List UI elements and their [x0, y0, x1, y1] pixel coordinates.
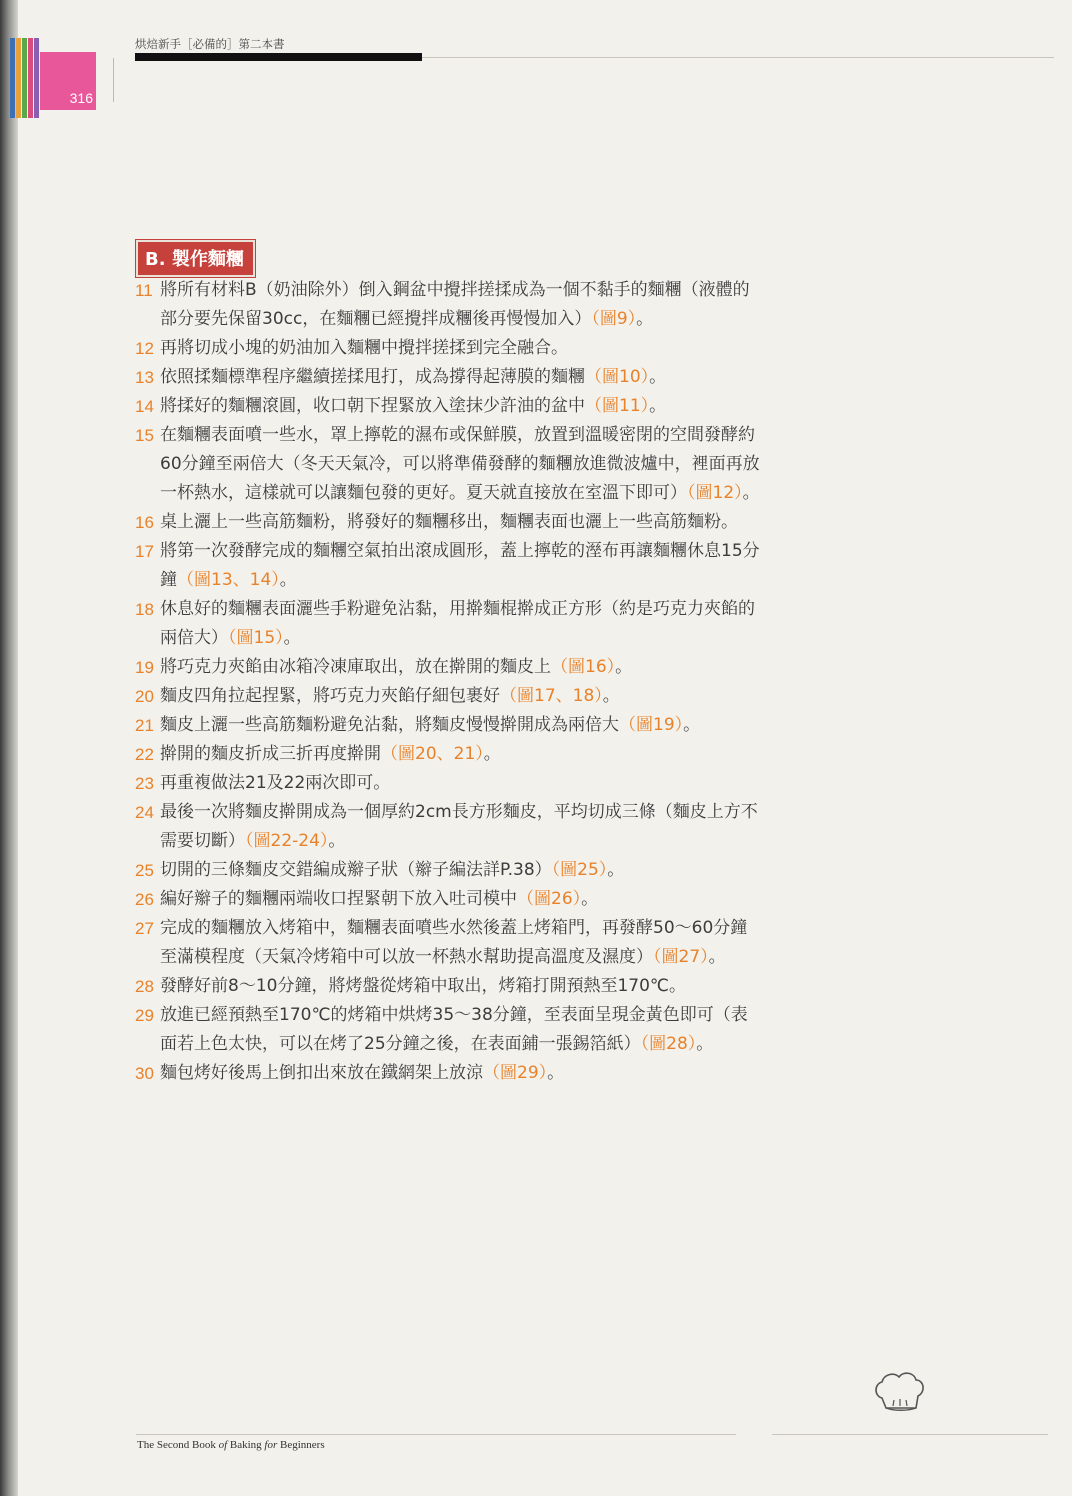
step-text: 擀開的麵皮折成三折再度擀開: [160, 744, 381, 764]
step-number: 23: [135, 774, 154, 793]
figure-reference: （圖12）: [687, 483, 743, 503]
step-end-punctuation: 。: [581, 889, 599, 909]
footer-book-title: The Second Book of Baking for Beginners: [137, 1439, 325, 1451]
step-text: 麵皮四角拉起捏緊，將巧克力夾餡仔細包裹好: [160, 686, 500, 706]
step-list: [136, 276, 761, 1088]
page-edge-stripes: [10, 38, 44, 118]
step-end-punctuation: 。: [279, 570, 297, 590]
step-item: [136, 1059, 761, 1088]
margin-divider: [113, 58, 114, 102]
step-end-punctuation: 。: [696, 1034, 714, 1054]
step-text: 麵包烤好後馬上倒扣出來放在鐵網架上放涼: [160, 1063, 483, 1083]
step-text: 切開的三條麵皮交錯編成辮子狀（辮子編法詳P.38）: [160, 860, 552, 880]
figure-reference: （圖28）: [640, 1034, 697, 1054]
step-text: 放進已經預熱至170℃的烤箱中烘烤35～38分鐘，至表面呈現金黃色即可（表面若上色太快，可以在烤了25分鐘之後，在表面鋪一張錫箔紙）: [160, 1005, 748, 1054]
step-text: 發酵好前8～10分鐘，將烤盤從烤箱中取出，烤箱打開預熱至170℃。: [160, 976, 686, 996]
page-number-tab: [40, 52, 96, 110]
figure-reference: （圖26）: [517, 889, 582, 909]
step-number: 25: [135, 861, 154, 880]
header-rule: [422, 57, 1054, 58]
step-item: [136, 740, 761, 769]
figure-reference: （圖11）: [585, 396, 650, 416]
step-text: 將所有材料B（奶油除外）倒入鋼盆中攪拌搓揉成為一個不黏手的麵糰（液體的部分要先保留30cc，在麵糰已經攪拌成糰後再慢慢加入）: [160, 280, 750, 329]
figure-reference: （圖19）: [619, 715, 684, 735]
step-text: 完成的麵糰放入烤箱中，麵糰表面噴些水然後蓋上烤箱門，再發酵50～60分鐘至滿模程度（天氣冷烤箱中可以放一杯熱水幫助提高溫度及濕度）: [160, 918, 748, 967]
step-number: 29: [135, 1006, 154, 1025]
step-number: 26: [135, 890, 154, 909]
step-end-punctuation: 。: [615, 657, 633, 677]
figure-reference: （圖9）: [591, 309, 637, 329]
step-text: 休息好的麵糰表面灑些手粉避免沾黏，用擀麵棍擀成正方形（約是巧克力夾餡的兩倍大）: [160, 599, 755, 648]
step-item: [136, 537, 761, 595]
step-number: 11: [135, 281, 153, 300]
step-item: [136, 972, 761, 1001]
figure-reference: （圖27）: [653, 947, 709, 967]
step-number: 13: [135, 368, 154, 387]
figure-reference: （圖13、14）: [177, 570, 280, 590]
figure-reference: （圖29）: [483, 1063, 548, 1083]
running-header: 烘焙新手［必備的］第二本書: [135, 37, 285, 51]
step-end-punctuation: 。: [683, 715, 701, 735]
figure-reference: （圖17、18）: [500, 686, 603, 706]
step-item: [136, 1001, 761, 1059]
step-end-punctuation: 。: [742, 483, 760, 503]
step-number: 17: [135, 542, 154, 561]
step-end-punctuation: 。: [649, 396, 667, 416]
header-bar: [135, 53, 422, 61]
page-number: 316: [69, 90, 93, 106]
step-text: 在麵糰表面噴一些水，罩上擰乾的濕布或保鮮膜，放置到溫暖密閉的空間發酵約60分鐘至兩倍大（冬天天氣冷，可以將準備發酵的麵糰放進微波爐中，裡面再放一杯熱水，這樣就可以讓麵包發的更好。夏天就直接放在室溫下即可）: [160, 425, 760, 503]
step-end-punctuation: 。: [547, 1063, 565, 1083]
step-text: 將第一次發酵完成的麵糰空氣拍出滾成圓形，蓋上擰乾的溼布再讓麵糰休息15分鐘: [160, 541, 760, 590]
step-text: 編好辮子的麵糰兩端收口捏緊朝下放入吐司模中: [160, 889, 517, 909]
step-number: 19: [135, 658, 154, 677]
step-number: 21: [135, 716, 154, 735]
step-text: 依照揉麵標準程序繼續搓揉甩打，成為撐得起薄膜的麵糰: [160, 367, 585, 387]
step-item: [136, 276, 761, 334]
figure-reference: （圖25）: [551, 860, 608, 880]
step-end-punctuation: 。: [636, 309, 654, 329]
figure-reference: （圖10）: [585, 367, 650, 387]
step-end-punctuation: 。: [607, 860, 625, 880]
footer-rule-left: [136, 1434, 736, 1435]
step-item: [136, 508, 761, 537]
step-number: 24: [135, 803, 154, 822]
step-item: [136, 711, 761, 740]
step-number: 28: [135, 977, 154, 996]
step-text: 再將切成小塊的奶油加入麵糰中攪拌搓揉到完全融合。: [160, 338, 568, 358]
step-end-punctuation: 。: [708, 947, 726, 967]
figure-reference: （圖22-24）: [245, 831, 329, 851]
step-item: [136, 334, 761, 363]
figure-reference: （圖15）: [228, 628, 284, 648]
footer-rule-right: [772, 1434, 1048, 1435]
section-heading: B. 製作麵糰: [136, 240, 255, 277]
step-number: 20: [135, 687, 154, 706]
step-end-punctuation: 。: [483, 744, 501, 764]
figure-reference: （圖20、21）: [381, 744, 484, 764]
step-item: [136, 798, 761, 856]
step-text: 最後一次將麵皮擀開成為一個厚約2cm長方形麵皮，平均切成三條（麵皮上方不需要切斷）: [160, 802, 758, 851]
step-item: [136, 856, 761, 885]
step-number: 22: [135, 745, 154, 764]
step-number: 27: [135, 919, 154, 938]
step-end-punctuation: 。: [602, 686, 620, 706]
step-item: [136, 769, 761, 798]
step-item: [136, 885, 761, 914]
step-number: 16: [135, 513, 154, 532]
step-end-punctuation: 。: [649, 367, 667, 387]
step-item: [136, 914, 761, 972]
step-item: [136, 653, 761, 682]
step-number: 12: [135, 339, 154, 358]
step-number: 15: [135, 426, 154, 445]
chef-hat-icon: [872, 1368, 928, 1418]
step-item: [136, 392, 761, 421]
step-text: 將巧克力夾餡由冰箱冷凍庫取出，放在擀開的麵皮上: [160, 657, 551, 677]
step-number: 14: [135, 397, 154, 416]
step-end-punctuation: 。: [328, 831, 346, 851]
step-text: 桌上灑上一些高筋麵粉，將發好的麵糰移出，麵糰表面也灑上一些高筋麵粉。: [160, 512, 738, 532]
step-text: 麵皮上灑一些高筋麵粉避免沾黏，將麵皮慢慢擀開成為兩倍大: [160, 715, 619, 735]
figure-reference: （圖16）: [551, 657, 616, 677]
step-end-punctuation: 。: [283, 628, 301, 648]
step-item: [136, 682, 761, 711]
step-item: [136, 595, 761, 653]
step-number: 18: [135, 600, 154, 619]
step-item: [136, 363, 761, 392]
book-spine: [0, 0, 18, 1496]
step-number: 30: [135, 1064, 154, 1083]
step-item: [136, 421, 761, 508]
step-text: 將揉好的麵糰滾圓，收口朝下捏緊放入塗抹少許油的盆中: [160, 396, 585, 416]
step-text: 再重複做法21及22兩次即可。: [160, 773, 391, 793]
